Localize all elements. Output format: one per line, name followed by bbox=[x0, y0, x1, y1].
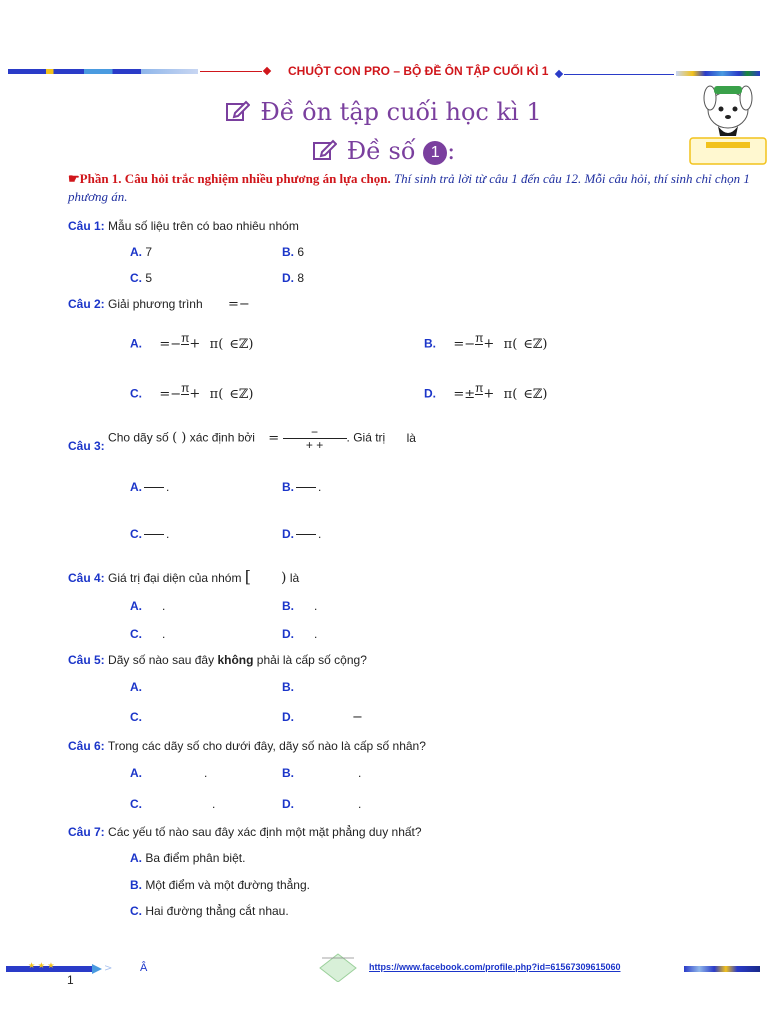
exam-title-text: Đề ôn tập cuối học kì 1 bbox=[260, 98, 542, 126]
option-d[interactable]: D. . bbox=[282, 527, 322, 541]
option-b[interactable]: B. bbox=[282, 680, 294, 694]
exam-number-suffix: : bbox=[447, 137, 456, 165]
header-title: CHUỘT CON PRO – BỘ ĐỀ ÔN TẬP CUỐI KÌ 1 bbox=[288, 64, 549, 78]
fraction: π bbox=[475, 382, 483, 407]
option-c[interactable]: C. Hai đường thẳng cắt nhau. bbox=[130, 904, 289, 918]
option-c[interactable]: C. bbox=[130, 710, 142, 724]
footer-diamond-icon bbox=[318, 952, 358, 982]
question-4: Câu 4: Giá trị đại diện của nhóm [ ) là bbox=[68, 567, 300, 586]
question-6: Câu 6: Trong các dãy số cho dưới đây, dãy số nào là cấp số nhân? bbox=[68, 739, 426, 753]
question-label: Câu 1: bbox=[68, 219, 105, 233]
footer-arrow-icon bbox=[92, 964, 102, 974]
option-b[interactable]: B. . bbox=[282, 480, 322, 494]
option-d[interactable]: D. =±π + π( ∈ℤ) bbox=[424, 382, 547, 407]
header-line-right bbox=[564, 74, 674, 75]
question-7: Câu 7: Các yếu tố nào sau đây xác định một mặt phẳng duy nhất? bbox=[68, 825, 422, 839]
exam-number-badge: 1 bbox=[423, 141, 447, 165]
part1-title: Phần 1. Câu hỏi trắc nghiệm nhiều phương án lựa chọn. bbox=[79, 171, 391, 186]
exam-title bbox=[0, 98, 768, 128]
facebook-link[interactable]: https://www.facebook.com/profile.php?id=61567309615060 bbox=[369, 962, 621, 972]
fraction: $\frac{-}{+ +}$ bbox=[283, 426, 347, 451]
option-c[interactable]: C. =−π + π( ∈ℤ) bbox=[130, 382, 253, 407]
exam-number bbox=[0, 137, 768, 167]
option-b[interactable]: B. . bbox=[282, 766, 362, 780]
option-b[interactable]: B. Một điểm và một đường thẳng. bbox=[130, 878, 310, 892]
option-c[interactable]: C. . bbox=[130, 627, 166, 641]
header-stripe-left bbox=[8, 69, 198, 74]
option-d[interactable]: D. − bbox=[282, 710, 363, 725]
option-a[interactable]: A. =−π + π( ∈ℤ) bbox=[130, 332, 253, 357]
equation: =− bbox=[228, 297, 250, 312]
question-5: Câu 5: Dãy số nào sau đây không phải là cấp số cộng? bbox=[68, 653, 367, 667]
fraction: π bbox=[181, 382, 189, 407]
question-label: Câu 3: bbox=[68, 438, 105, 453]
fraction: π bbox=[475, 332, 483, 357]
option-a[interactable]: A. . bbox=[130, 766, 208, 780]
pencil-icon bbox=[226, 100, 250, 128]
part1-bullet: ☛ bbox=[68, 171, 80, 186]
option-b[interactable]: B. . bbox=[282, 599, 318, 613]
footer-stripe-right bbox=[684, 966, 760, 972]
question-text: Mẫu số liệu trên có bao nhiêu nhóm bbox=[108, 219, 299, 233]
option-a[interactable]: A. Ba điểm phân biệt. bbox=[130, 851, 246, 865]
question-2 bbox=[68, 297, 250, 312]
option-d[interactable]: D. . bbox=[282, 627, 318, 641]
header-diamond-left bbox=[263, 67, 271, 75]
option-b[interactable]: B. =−π + π( ∈ℤ) bbox=[424, 332, 547, 357]
question-3: Câu 3: Cho dãy số ( ) xác định bởi = $\frac{-}{+ +}$ . Giá trị là bbox=[68, 425, 416, 453]
option-d[interactable]: D. 8 bbox=[282, 271, 305, 285]
header-diamond-right bbox=[555, 70, 563, 78]
header-stripe-right bbox=[676, 71, 760, 76]
option-c[interactable]: C. 5 bbox=[130, 271, 153, 285]
footer-stripe-left: ★ ★ ★ bbox=[6, 966, 92, 972]
option-b[interactable]: B. 6 bbox=[282, 245, 305, 259]
option-a[interactable]: A. bbox=[130, 680, 142, 694]
question-label: Câu 5: bbox=[68, 653, 105, 667]
page-number: 1 bbox=[67, 973, 74, 987]
question-label: Câu 6: bbox=[68, 739, 105, 753]
question-text: Giải phương trình bbox=[108, 297, 203, 311]
part1-heading bbox=[68, 170, 758, 206]
pencil-icon bbox=[313, 139, 337, 167]
header-line-left bbox=[200, 71, 262, 72]
question-label: Câu 4: bbox=[68, 571, 105, 585]
question-1 bbox=[68, 219, 299, 233]
footer-chevron-icon: > bbox=[104, 963, 113, 974]
question-label: Câu 2: bbox=[68, 297, 105, 311]
option-a[interactable]: A. 7 bbox=[130, 245, 153, 259]
option-d[interactable]: D. . bbox=[282, 797, 362, 811]
question-label: Câu 7: bbox=[68, 825, 105, 839]
option-c[interactable]: C. . bbox=[130, 797, 216, 811]
exam-number-prefix: Đề số bbox=[346, 137, 416, 165]
part1-instruction: Thí sinh trả lời từ câu 1 đến câu 12. Mỗi câu hỏi, thí sinh chỉ chọn 1 phương án. bbox=[68, 171, 750, 204]
option-a[interactable]: A. . bbox=[130, 599, 166, 613]
option-a[interactable]: A. . bbox=[130, 480, 170, 494]
fraction: π bbox=[181, 332, 189, 357]
footer-glyph: Â bbox=[140, 962, 148, 974]
option-c[interactable]: C. . bbox=[130, 527, 170, 541]
